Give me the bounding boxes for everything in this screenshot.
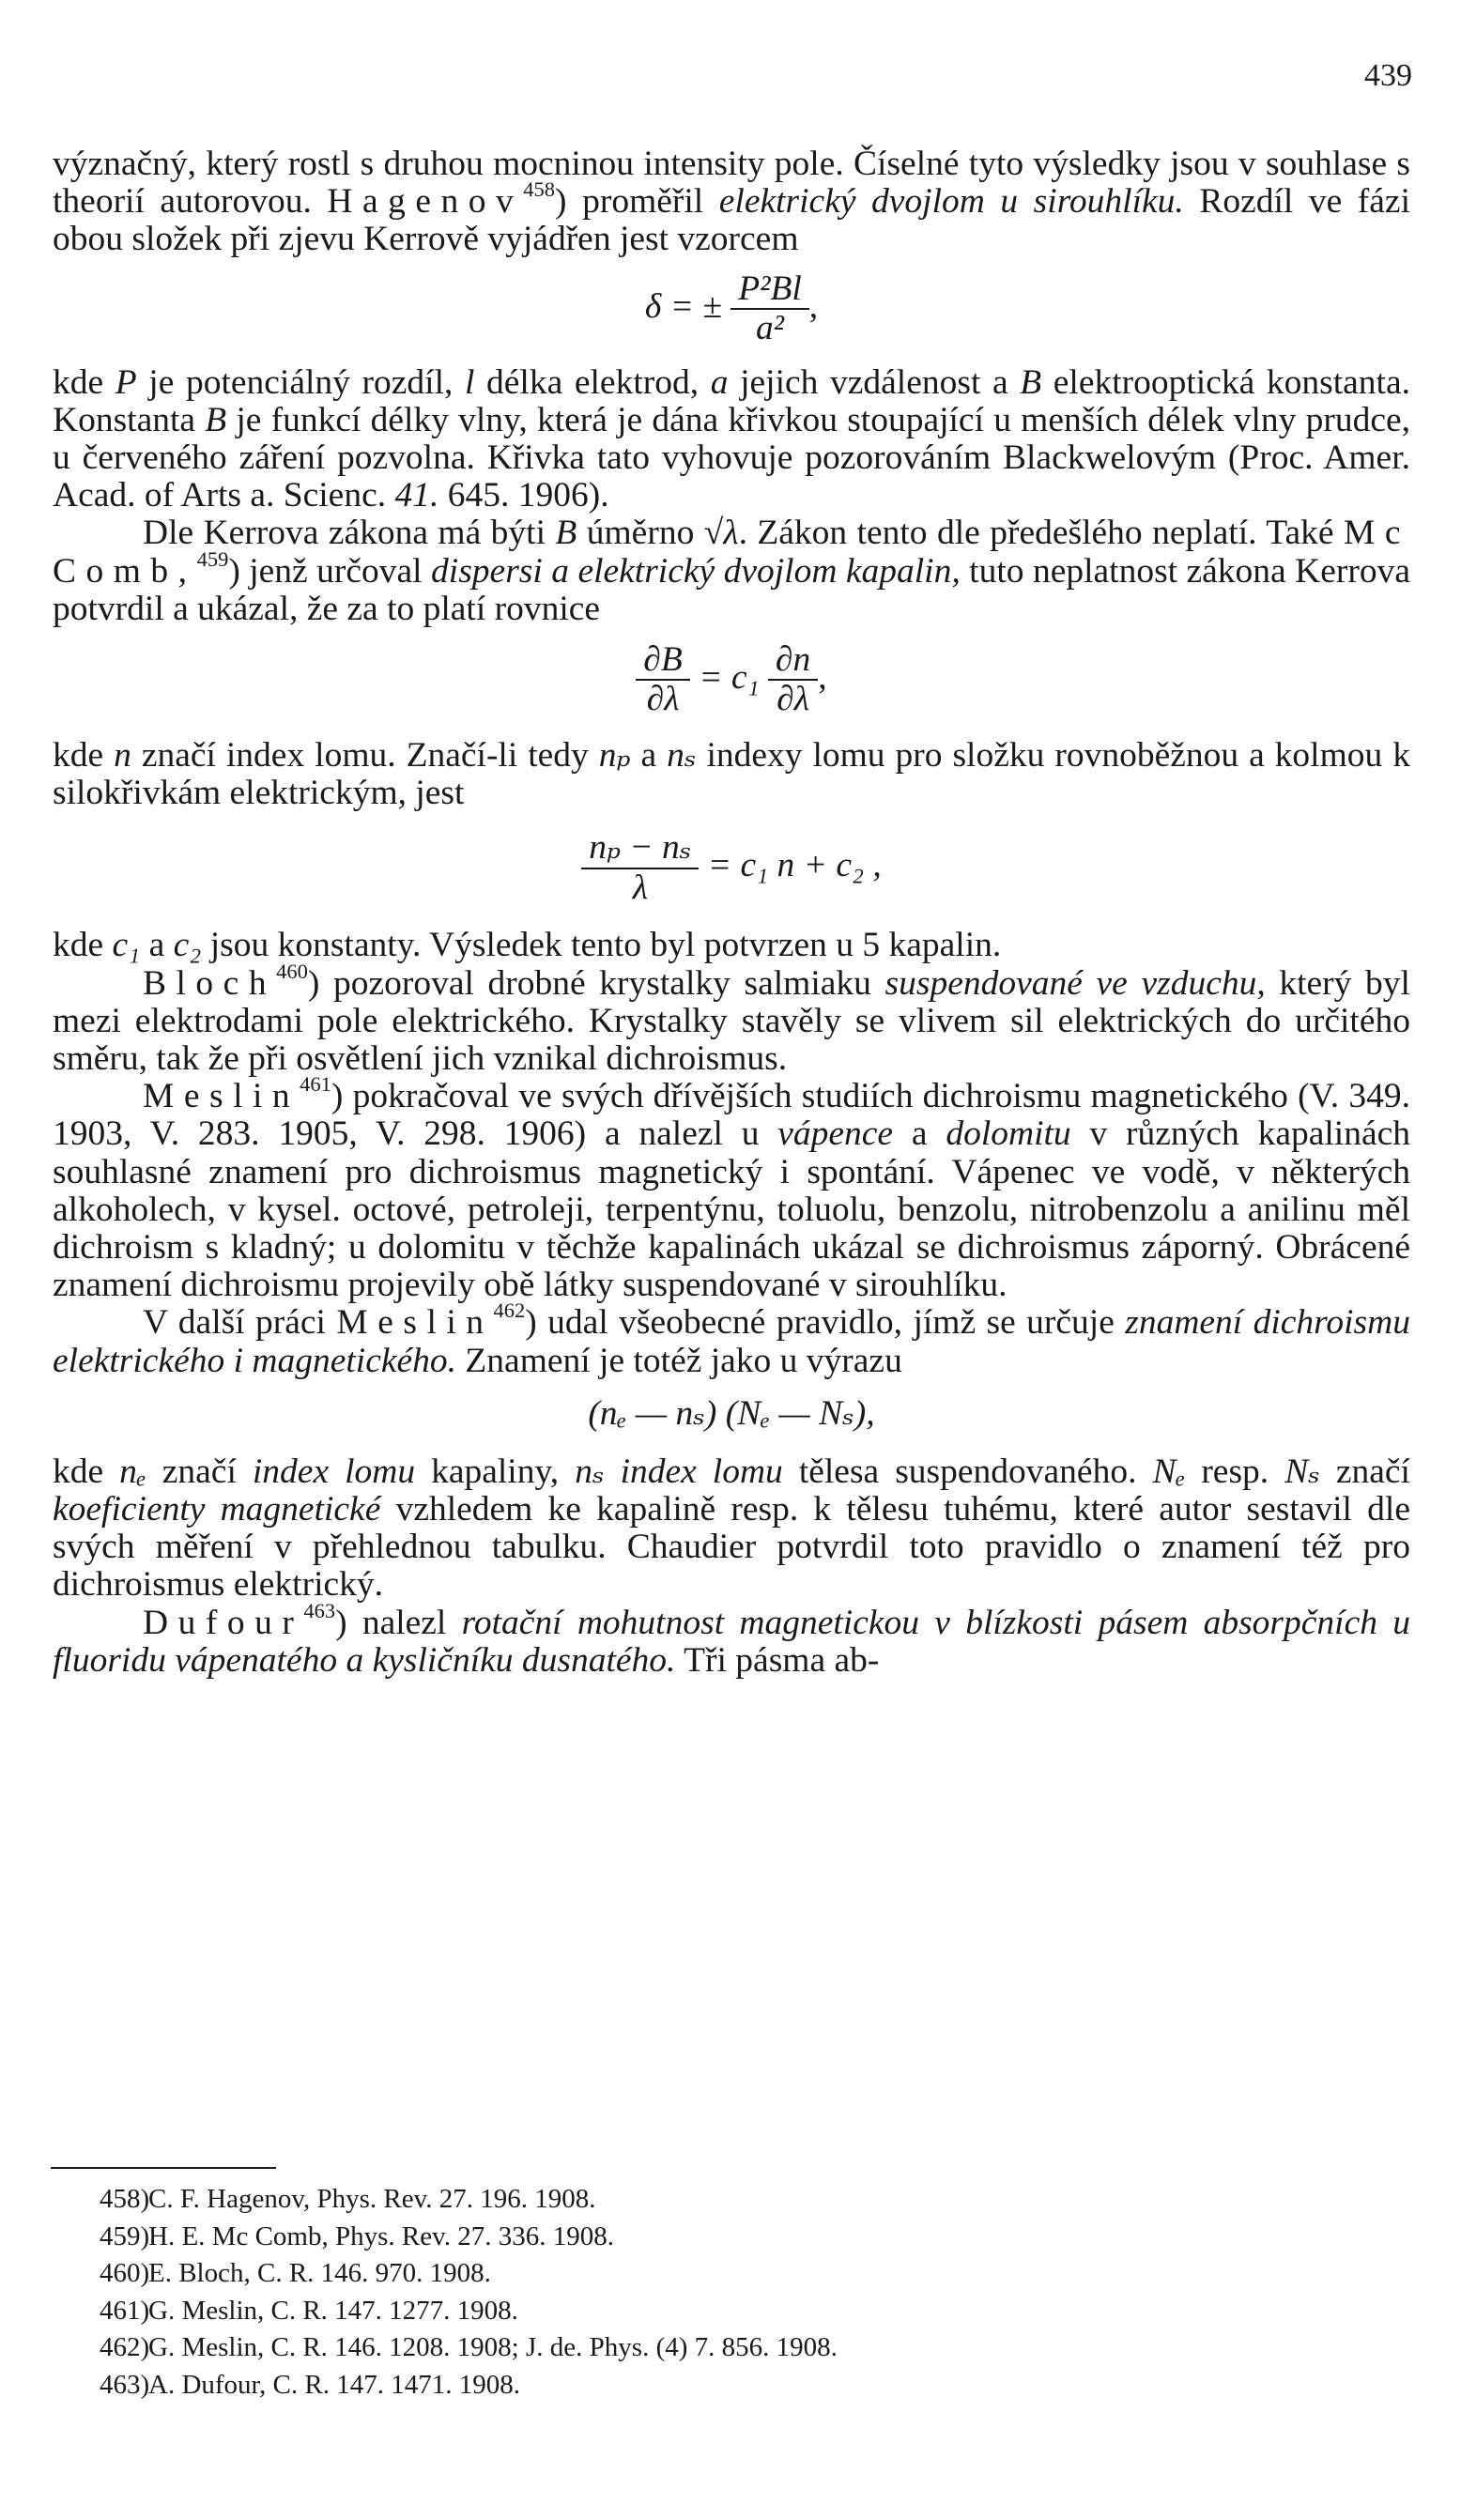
footnote-ref[interactable]: 461 <box>300 1072 331 1097</box>
footnote-ref[interactable]: 458 <box>523 177 556 202</box>
paragraph-10: Dufour$^{463}$) nalezl rotační mohutnost magnetickou v blízkosti pásem absorpčních u fluoridu vápenatého a kysličníku dusnatého. Tři pásma ab- <box>53 1598 1410 1680</box>
footnotes <box>100 2181 838 2405</box>
paragraph-2: kde P je potenciálný rozdíl, l délka elektrod, a jejich vzdálenost a B elektrooptická konstanta. Konstanta B je funkcí délky vlny, která je dána křivkou stoupající u menších délek vlny prudce, u červeného záření pozvolna. Křivka tato vyhovuje pozorováním Blackwelovým (Proc. Amer. Acad. of Arts a. Scienc. 41. 645. 1906). <box>53 362 1410 515</box>
footnote-ref[interactable]: 460 <box>276 959 308 983</box>
paragraph-8: V další práci Meslin$^{462}$) udal všeobecné pravidlo, jímž se určuje znamení dichroismu elektrického i magnetického. Znamení je totéž jako u výrazu <box>53 1298 1410 1380</box>
author-name: Hagenov <box>327 182 524 222</box>
footnote: 460)E. Bloch, C. R. 146. 970. 1908. <box>100 2258 491 2289</box>
footnote: 461)G. Meslin, C. R. 147. 1277. 1908. <box>100 2295 518 2326</box>
paragraph-5: kde c₁ a c₂ jsou konstanty. Výsledek tento byl potvrzen u 5 kapalin. <box>53 926 1002 965</box>
footnote: 458)C. F. Hagenov, Phys. Rev. 27. 196. 1908. <box>100 2184 596 2214</box>
footnote-ref[interactable]: 463 <box>303 1598 336 1622</box>
author-name: Bloch <box>143 963 277 1003</box>
paragraph-7: Meslin$^{461}$) pokračoval ve svých dřívějších studiích dichroismu magnetického (V. 349. 1903, V. 283. 1905, V. 298. 1906) a nalezl u vápence a dolomitu v různých kapalinách souhlasné znamení pro dichroismus magnetický i spontání. Vápenec ve vodě, v některých alkoholech, v kysel. octové, petroleji, terpentýnu, toluolu, benzolu, nitrobenzolu a anilinu měl dichroism s kladný; u dolomitu v těchže kapalinách ukázal se dichroismus záporný. Obrácené znamení dichroismu projevily obě látky suspendované v sirouhlíku. <box>53 1072 1410 1305</box>
paragraph-1: význačný, který rostl s druhou mocninou intensity pole. Číselné tyto výsledky jsou v souhlase s theorií autorovou. Hagenov$^{458}$) proměřil elektrický dvojlom u sirouhlíku. Rozdíl ve fázi obou složek při zjevu Kerrově vyjádřen jest vzorcem <box>53 145 1410 259</box>
page-number: 439 <box>1364 58 1412 93</box>
equation-4: (nₑ — nₛ) (Nₑ — Nₛ), <box>588 1393 875 1433</box>
equation-2: $\frac{\partial B}{\partial\lambda}$ = c₁ $\frac{\partial n}{\partial\lambda}$ , <box>53 636 1410 730</box>
footnote-divider <box>51 2167 276 2169</box>
equation-3: $\frac{\text{nₚ − nₛ}}{\lambda}$ = c₁ n + c₂ , <box>53 820 1410 919</box>
equation-1: δ = ± $\frac{\text{P²Bl}}{\text{a²}}$ , <box>644 269 819 347</box>
body-text <box>53 146 1410 1680</box>
footnote-ref[interactable]: 459 <box>196 546 229 571</box>
footnote: 462)G. Meslin, C. R. 146. 1208. 1908; J. de. Phys. (4) 7. 856. 1908. <box>100 2332 838 2363</box>
paragraph-3: Dle Kerrova zákona má býti B úměrno √λ. Zákon tento dle předešlého neplatí. Také Mc Comb,$^{459}$) jenž určoval dispersi a elektrický dvojlom kapalin, tuto neplatnost zákona Kerrova potvrdil a ukázal, že za to platí rovnice <box>53 514 1410 628</box>
footnote: 459)H. E. Mc Comb, Phys. Rev. 27. 336. 1908. <box>100 2220 614 2251</box>
footnote: 463)A. Dufour, C. R. 147. 1471. 1908. <box>100 2369 520 2400</box>
author-name: Meslin <box>143 1077 300 1116</box>
paragraph-4: kde n značí index lomu. Značí-li tedy nₚ a nₛ indexy lomu pro složku rovnoběžnou a kolmou k silokřivkám elektrickým, jest <box>53 736 1410 813</box>
paragraph-9: kde nₑ značí index lomu kapaliny, nₛ index lomu tělesa suspendovaného. Nₑ resp. Nₛ značí koeficienty magnetické vzhledem ke kapalině resp. k tělesu tuhému, které autor sestavil dle svých měření v přehlednou tabulku. Chaudier potvrdil toto pravidlo o znamení též pro dichroismus elektrický. <box>53 1452 1410 1605</box>
author-name: Mc Comb, <box>53 514 1410 591</box>
author-name: Meslin <box>336 1303 494 1343</box>
author-name: Dufour <box>143 1603 304 1642</box>
footnote-ref[interactable]: 462 <box>493 1298 526 1323</box>
paragraph-6: Bloch$^{460}$) pozoroval drobné krystalky salmiaku suspendované ve vzduchu, který byl mezi elektrodami pole elektrického. Krystalky stavěly se vlivem sil elektrických do určitého směru, tak že při osvětlení jich vznikal dichroismus. <box>53 959 1410 1079</box>
